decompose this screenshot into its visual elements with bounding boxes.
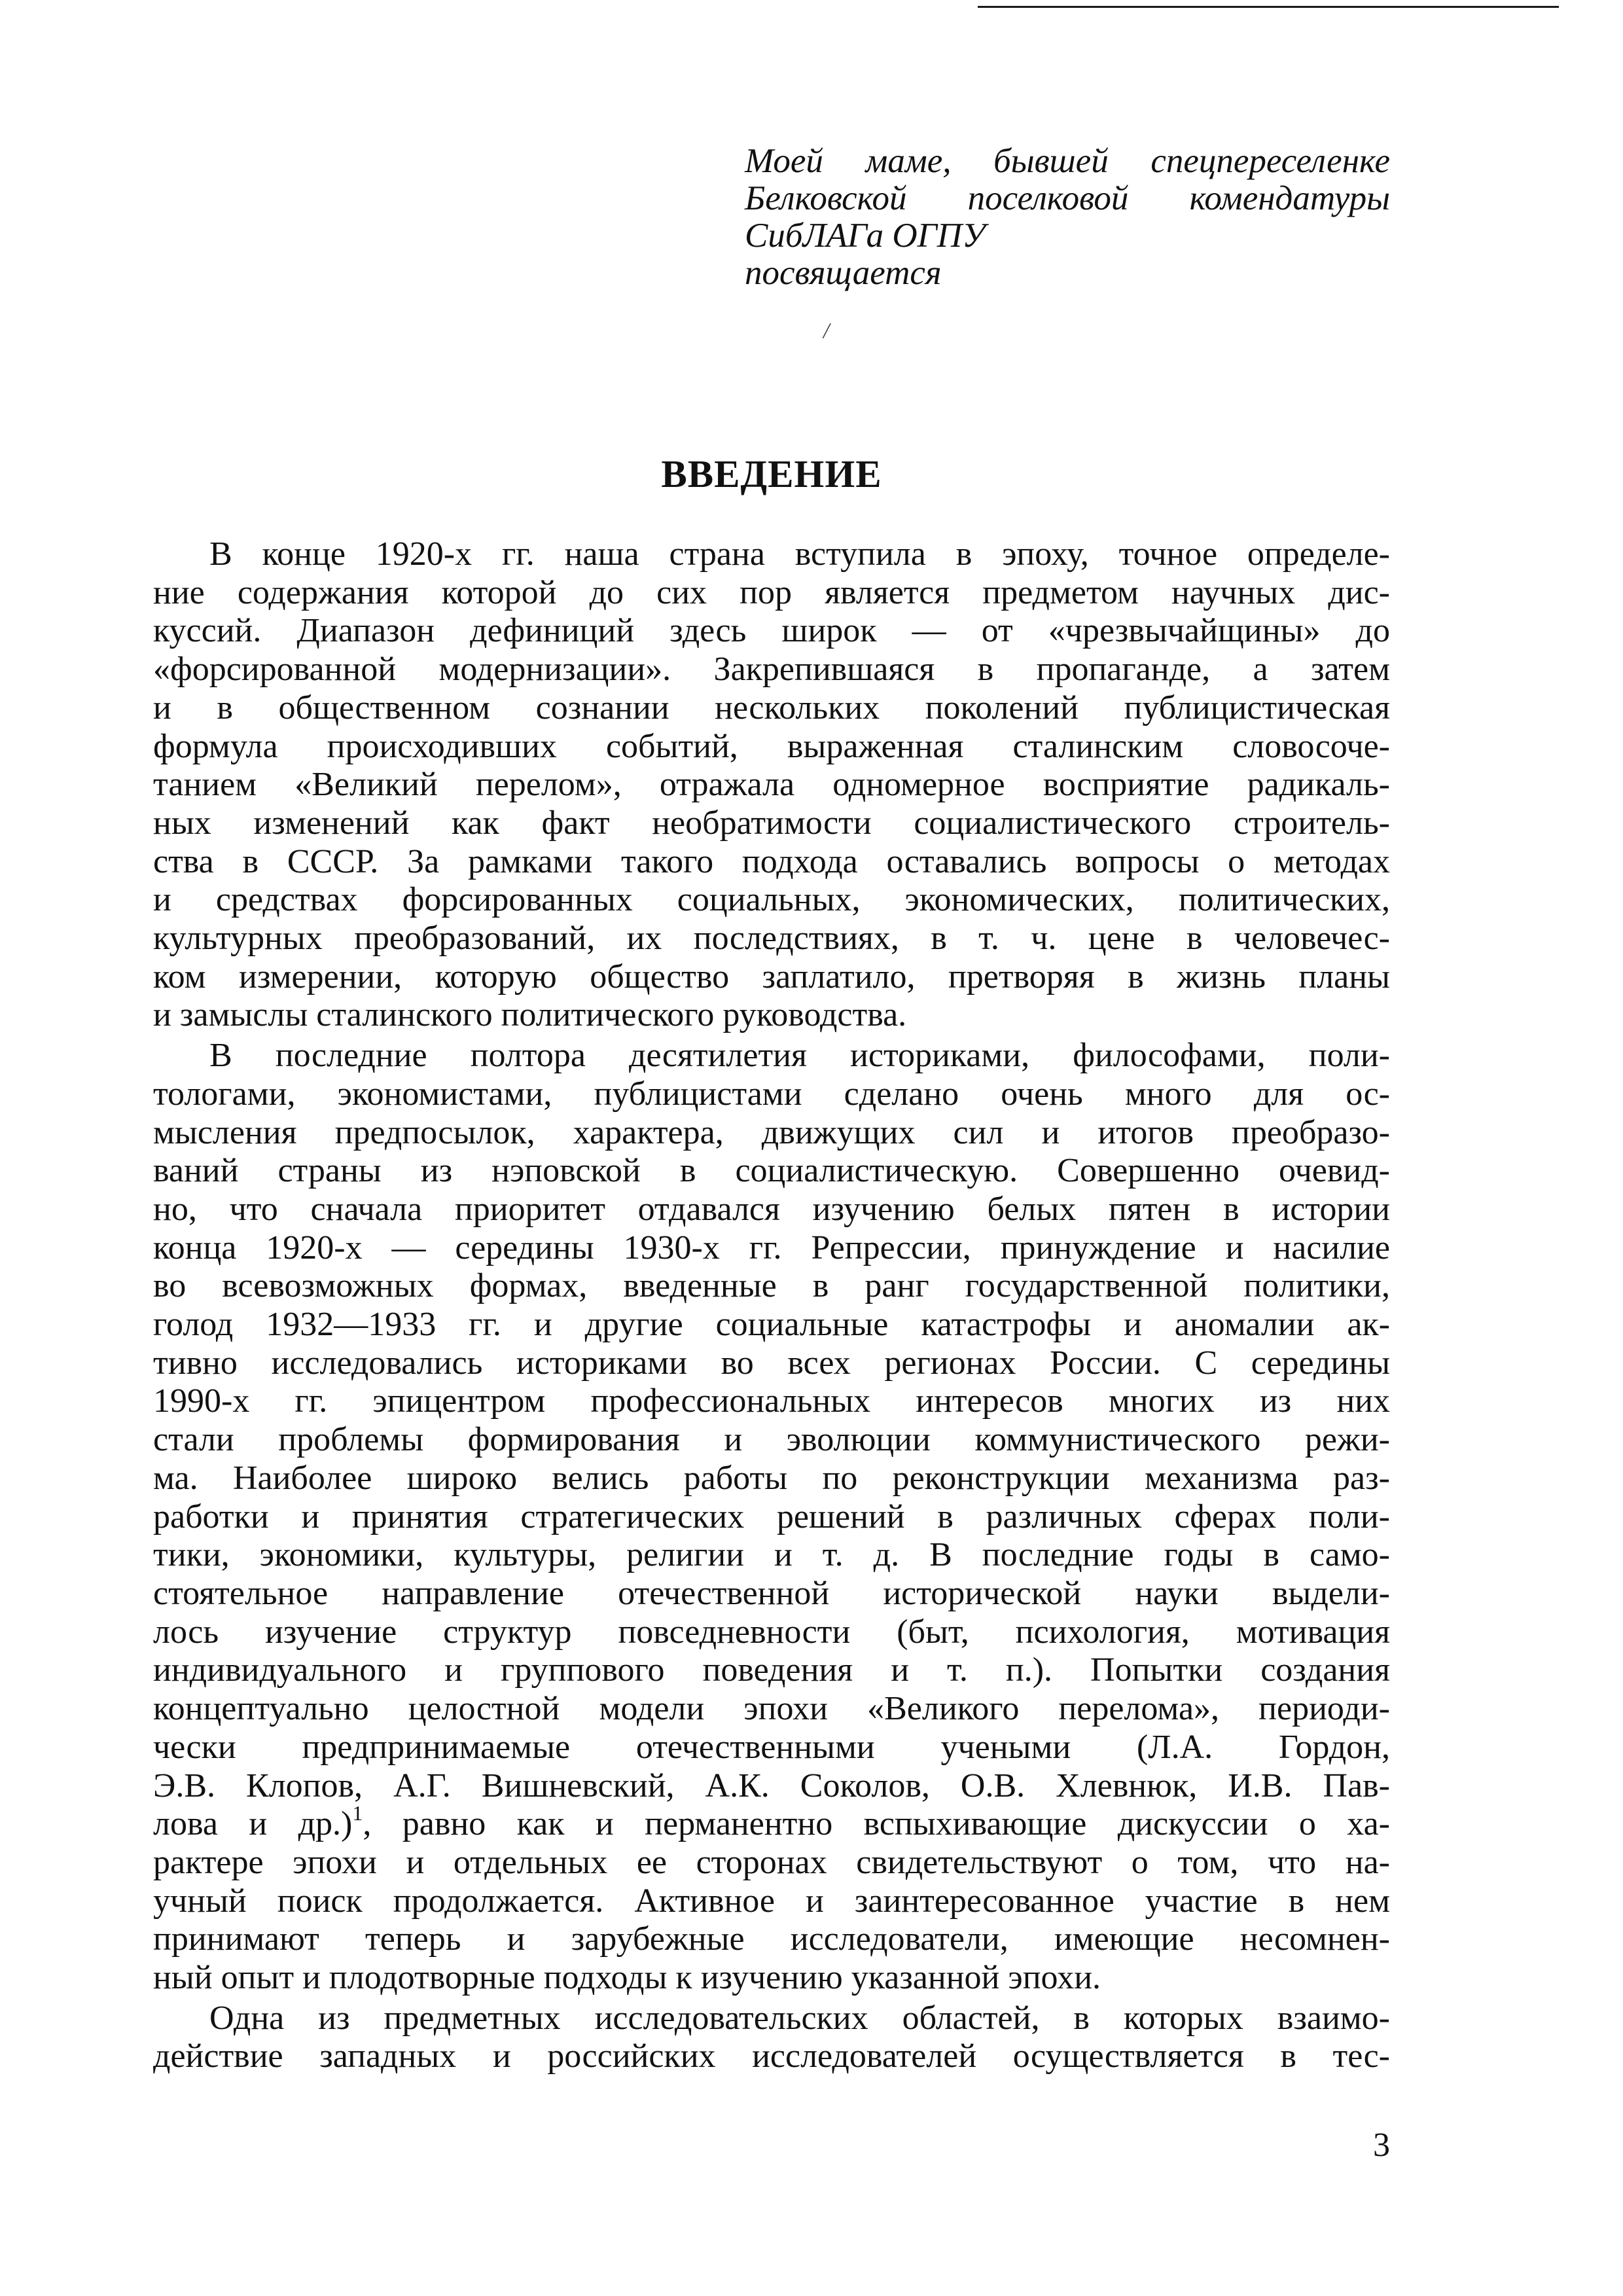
text-line: принимают теперь и зарубежные исследователи, имеющие несомнен- — [153, 1920, 1390, 1958]
paragraph — [153, 2000, 1390, 2076]
text-line: концептуально целостной модели эпохи «Великого перелома», периоди- — [153, 1690, 1390, 1728]
top-rule — [978, 6, 1559, 8]
text-line: ваний страны из нэповской в социалистическую. Совершенно очевид- — [153, 1152, 1390, 1190]
text-line: ный опыт и плодотворные подходы к изучению указанной эпохи. — [153, 1959, 1101, 1997]
text-line: формула происходивших событий, выраженная сталинским словосоче- — [153, 727, 1390, 765]
text-line: мысления предпосылок, характера, движущих сил и итогов преобразо- — [153, 1113, 1390, 1151]
stray-mark: / — [823, 319, 830, 343]
text-line: учный поиск продолжается. Активное и заинтересованное участие в нем — [153, 1882, 1390, 1920]
text-line: В конце 1920-х гг. наша страна вступила в эпоху, точное определе- — [209, 535, 1390, 573]
text-line: ма. Наиболее широко велись работы по реконструкции механизма раз- — [153, 1459, 1390, 1497]
text-line: стали проблемы формирования и эволюции коммунистического режи- — [153, 1421, 1390, 1459]
paragraph — [153, 535, 1390, 1035]
footnote-marker[interactable]: 1 — [352, 1801, 363, 1825]
text-line — [153, 1801, 1390, 1844]
text-line: «форсированной модернизации». Закрепившаяся в пропаганде, а затем — [153, 651, 1390, 689]
text-line: действие западных и российских исследователей осуществляется в тес- — [153, 2037, 1390, 2075]
dedication-line: посвящается — [745, 254, 942, 292]
text-line: и средствах форсированных социальных, экономических, политических, — [153, 881, 1390, 919]
text-line: Одна из предметных исследовательских областей, в которых взаимо- — [209, 1999, 1390, 2037]
text-line: 1990-х гг. эпицентром профессиональных интересов многих из них — [153, 1382, 1390, 1420]
text-line: голод 1932—1933 гг. и другие социальные катастрофы и аномалии ак- — [153, 1306, 1390, 1344]
text-line: ства в СССР. За рамками такого подхода оставались вопросы о методах — [153, 842, 1390, 880]
dedication — [745, 143, 1390, 292]
text-line: рактере эпохи и отдельных ее сторонах свидетельствуют о том, что на- — [153, 1843, 1390, 1881]
paragraph — [153, 1037, 1390, 1998]
text-line: во всевозможных формах, введенные в ранг государственной политики, — [153, 1267, 1390, 1305]
text-line: тологами, экономистами, публицистами сделано очень много для ос- — [153, 1075, 1390, 1113]
text-line: В последние полтора десятилетия историками, философами, поли- — [209, 1037, 1390, 1075]
text-line: ных изменений как факт необратимости социалистического строитель- — [153, 804, 1390, 842]
body-text — [153, 535, 1390, 2076]
text-fragment: , равно как и перманентно вспыхивающие дискуссии о ха- — [363, 1805, 1390, 1843]
text-line: танием «Великий перелом», отражала одномерное восприятие радикаль- — [153, 766, 1390, 804]
text-line: чески предпринимаемые отечественными учеными (Л.А. Гордон, — [153, 1728, 1390, 1766]
text-line: конца 1920-х — середины 1930-х гг. Репрессии, принуждение и насилие — [153, 1229, 1390, 1266]
text-line: и замыслы сталинского политического руководства. — [153, 996, 907, 1034]
text-line: и в общественном сознании нескольких поколений публицистическая — [153, 689, 1390, 726]
text-line: тики, экономики, культуры, религии и т. д. В последние годы в само- — [153, 1536, 1390, 1574]
text-line: тивно исследовались историками во всех регионах России. С середины — [153, 1344, 1390, 1382]
text-line: ние содержания которой до сих пор является предметом научных дис- — [153, 573, 1390, 611]
text-line: культурных преобразований, их последствиях, в т. ч. цене в человечес- — [153, 920, 1390, 958]
text-line: работки и принятия стратегических решений в различных сферах поли- — [153, 1498, 1390, 1535]
text-fragment: лова и др.) — [153, 1805, 353, 1843]
dedication-line: СибЛАГа ОГПУ — [745, 217, 986, 255]
text-line: куссий. Диапазон дефиниций здесь широк — от «чрезвычайщины» до — [153, 612, 1390, 650]
chapter-heading: ВВЕДЕНИЕ — [661, 452, 882, 495]
page-number: 3 — [1373, 2126, 1390, 2164]
text-line: ком измерении, которую общество заплатило, претворяя в жизнь планы — [153, 958, 1390, 996]
text-line: лось изучение структур повседневности (быт, психология, мотивация — [153, 1613, 1390, 1651]
dedication-line: Моей маме, бывшей спецпереселенке — [745, 142, 1390, 180]
text-line: но, что сначала приоритет отдавался изучению белых пятен в истории — [153, 1190, 1390, 1228]
text-line: стоятельное направление отечественной исторической науки выдели- — [153, 1574, 1390, 1612]
text-line: Э.В. Клопов, А.Г. Вишневский, А.К. Соколов, О.В. Хлевнюк, И.В. Пав- — [153, 1767, 1390, 1804]
text-line: индивидуального и группового поведения и т. п.). Попытки создания — [153, 1651, 1390, 1689]
dedication-line: Белковской поселковой комендатуры — [745, 179, 1390, 217]
